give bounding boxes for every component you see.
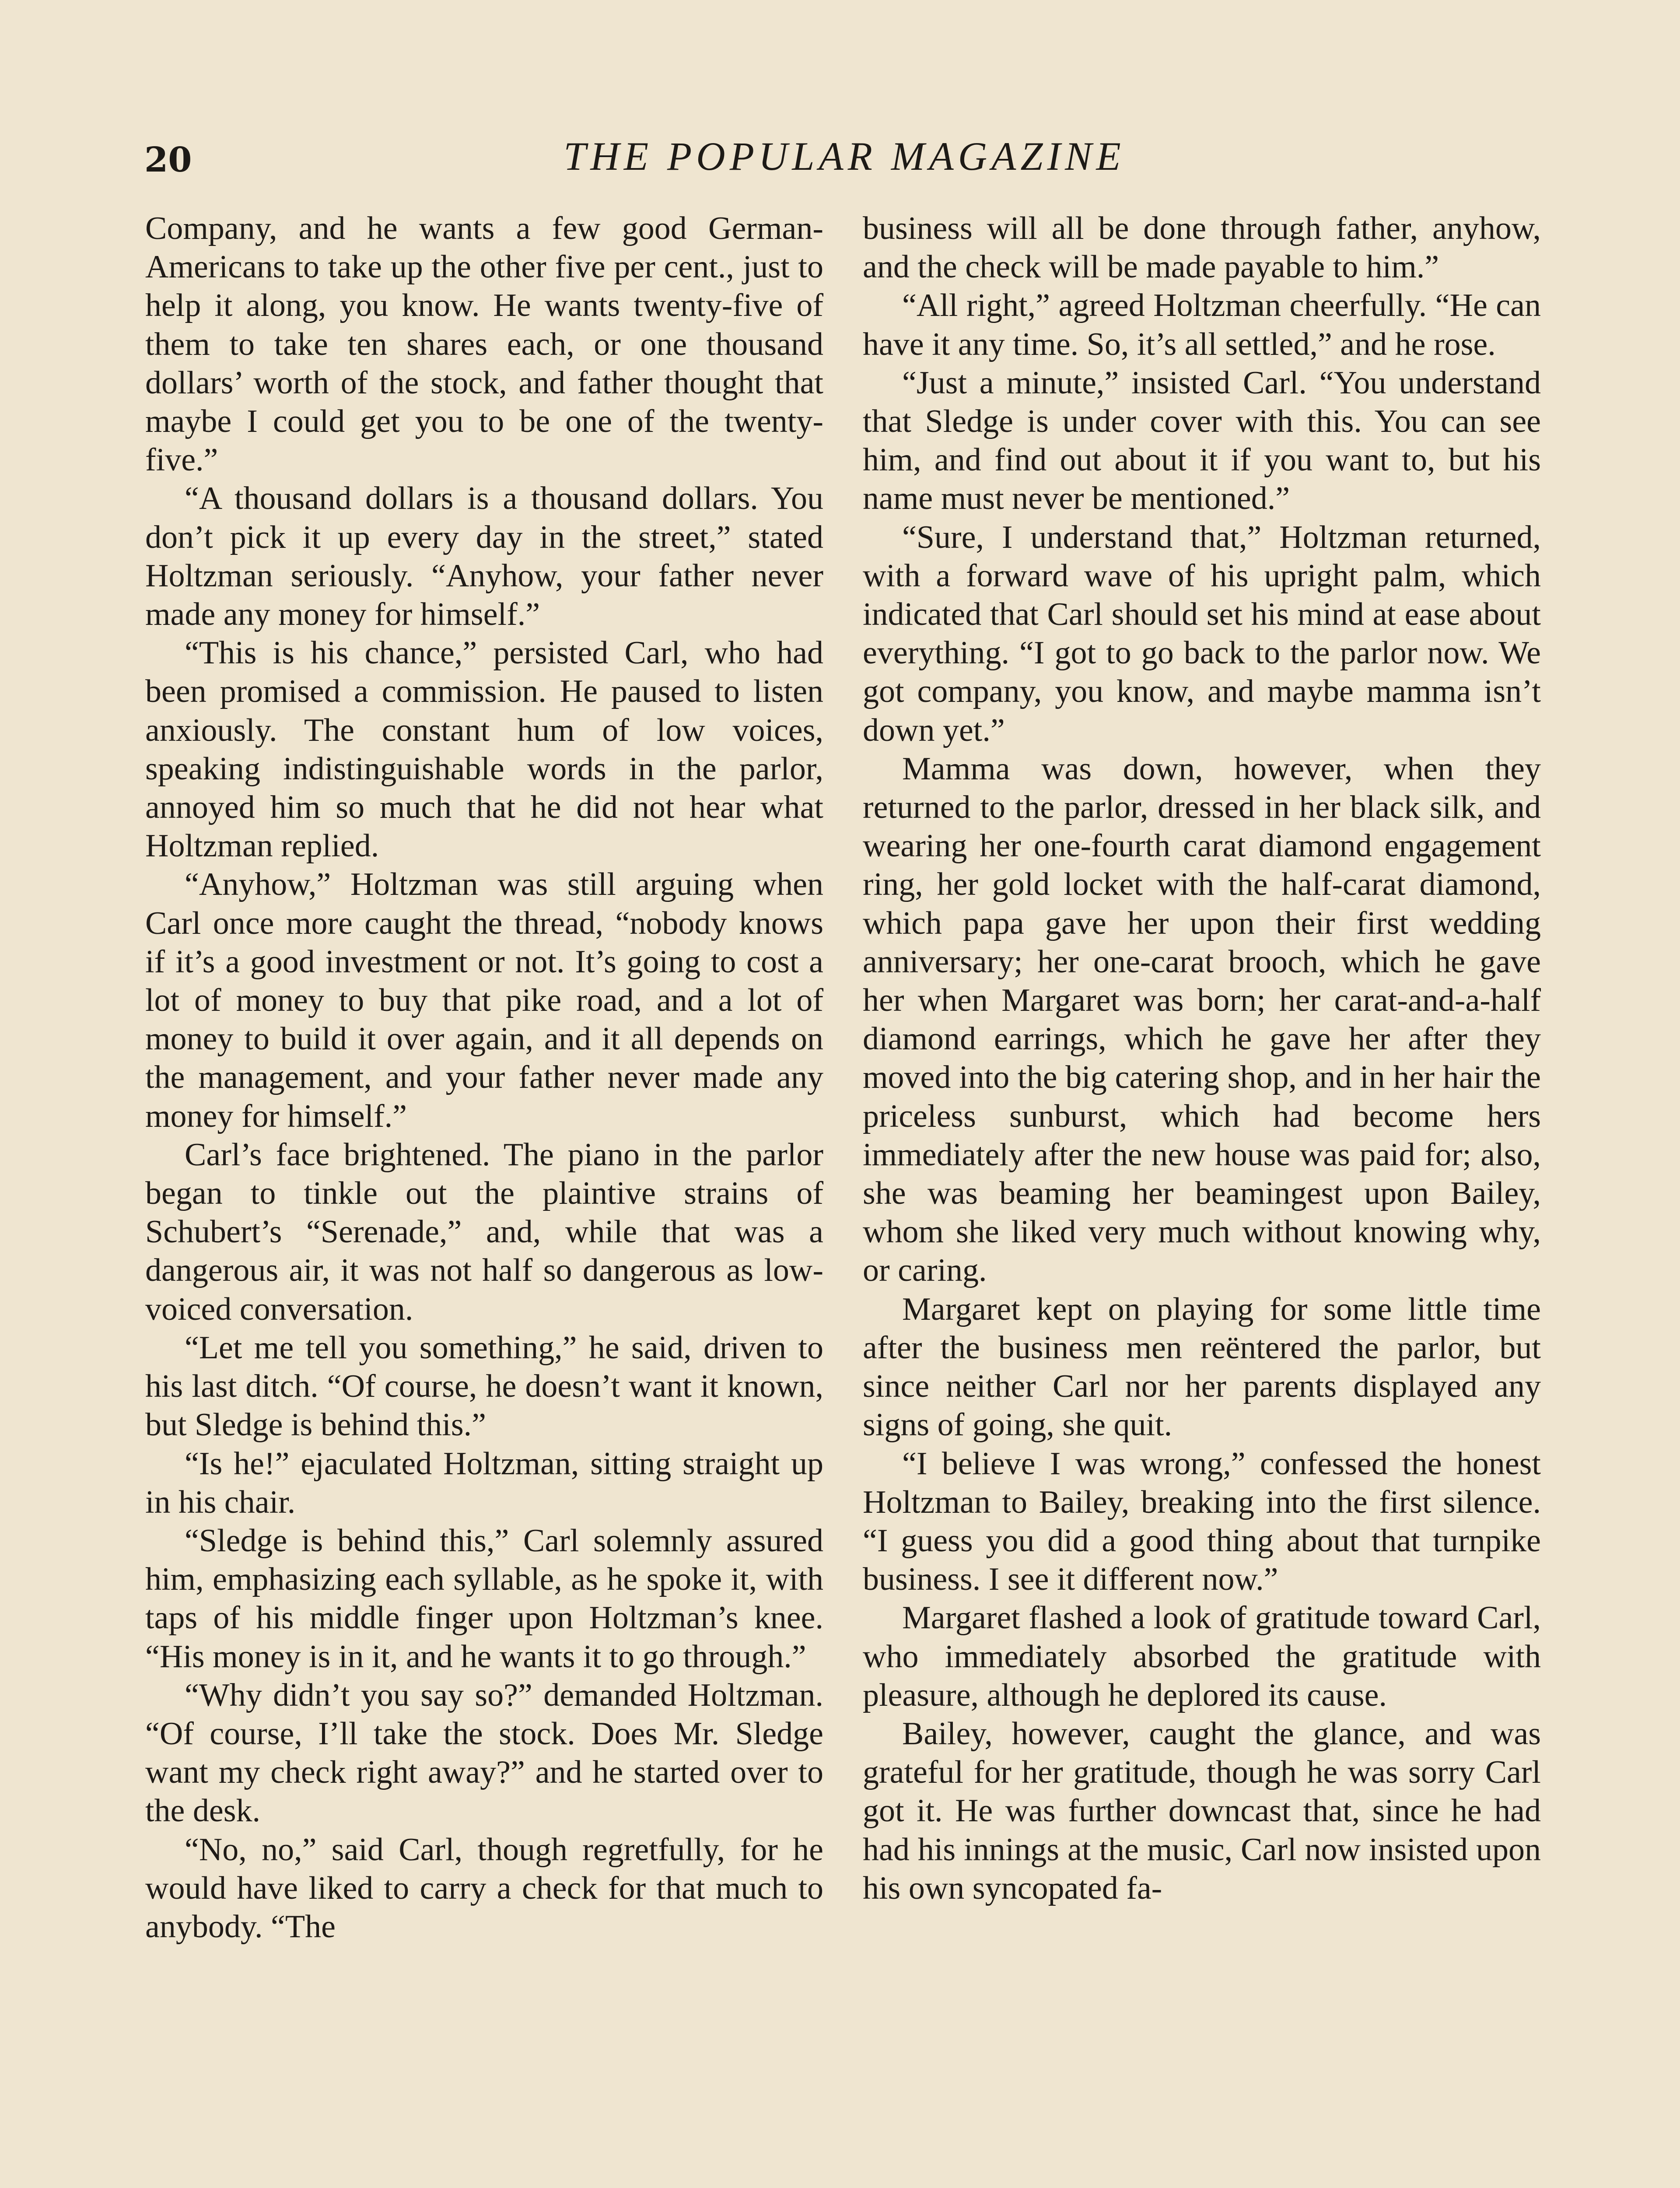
paragraph: Mamma was down, however, when they returned to the parlor, dressed in her black silk, and wearing her one-fourth carat diamond engagement ring, her gold locket with the half-carat diamond, which papa gave her upon their first wedding anniversary; her one-carat brooch, which he gave her when Margaret was born; her carat-and-a-half diamond earrings, which he gave her after they moved into the big catering shop, and in her hair the priceless sunburst, which had become hers immediately after the new house was paid for; also, she was beaming her beamingest upon Bailey, whom she liked very much without knowing why, or caring. <box>863 750 1541 1289</box>
paragraph: “Sure, I understand that,” Holtzman returned, with a forward wave of his upright palm, which indicated that Carl should set his mind at ease about everything. “I got to go back to the parlor now. We got company, you know, and maybe mamma isn’t down yet.” <box>863 519 1541 748</box>
paragraph: “Is he!” ejaculated Holtzman, sitting straight up in his chair. <box>145 1445 823 1520</box>
paragraph: Bailey, however, caught the glance, and was grateful for her gratitude, though he was sorry Carl got it. He was further downcast that, since he had had his innings at the music, Carl now insisted upon his own syncopated fa- <box>863 1715 1541 1906</box>
paragraph: “I believe I was wrong,” confessed the honest Holtzman to Bailey, breaking into the first silence. “I guess you did a good thing about that turnpike business. I see it different now.” <box>863 1445 1541 1598</box>
paragraph: “This is his chance,” persisted Carl, who had been promised a commission. He paused to listen anxiously. The constant hum of low voices, speaking indistinguishable words in the parlor, annoyed him so much that he did not hear what Holtzman replied. <box>145 635 823 864</box>
paragraph: Carl’s face brightened. The piano in the parlor began to tinkle out the plaintive strains of Schubert’s “Serenade,” and, while that was a dangerous air, it was not half so dangerous as low-voiced conversation. <box>145 1136 823 1327</box>
running-title: THE POPULAR MAGAZINE <box>564 134 1125 179</box>
paragraph: “Sledge is behind this,” Carl solemnly assured him, emphasizing each syllable, as he spoke it, with taps of his middle finger upon Holtzman’s knee. “His money is in it, and he wants it to go through.” <box>145 1522 823 1675</box>
paragraph: “No, no,” said Carl, though regretfully, for he would have liked to carry a check for that much to anybody. “The <box>145 1831 823 1945</box>
page-header <box>0 127 1680 184</box>
paragraph: Margaret kept on playing for some little time after the business men reëntered the parlor, but since neither Carl nor her parents displayed any signs of going, she quit. <box>863 1291 1541 1443</box>
paragraph: Margaret flashed a look of gratitude toward Carl, who immediately absorbed the gratitude with pleasure, although he deplored its cause. <box>863 1600 1541 1713</box>
paragraph: “Just a minute,” insisted Carl. “You understand that Sledge is under cover with this. You can see him, and find out about it if you want to, but his name must never be mentioned.” <box>863 365 1541 517</box>
paragraph: “Let me tell you something,” he said, driven to his last ditch. “Of course, he doesn’t want it known, but Sledge is behind this.” <box>145 1329 823 1443</box>
right-column <box>863 209 1541 1907</box>
page-number: 20 <box>144 140 192 180</box>
paragraph: Company, and he wants a few good German-Americans to take up the other five per cent., just to help it along, you know. He wants twenty-five of them to take ten shares each, or one thousand dollars’ worth of the stock, and father thought that maybe I could get you to be one of the twenty-five.” <box>145 210 823 478</box>
paragraph: “All right,” agreed Holtzman cheerfully. “He can have it any time. So, it’s all settled,” and he rose. <box>863 288 1541 362</box>
left-column <box>145 209 823 1946</box>
paragraph: “Why didn’t you say so?” demanded Holtzman. “Of course, I’ll take the stock. Does Mr. Sledge want my check right away?” and he started over to the desk. <box>145 1677 823 1829</box>
paragraph: business will all be done through father, anyhow, and the check will be made payable to him.” <box>863 210 1541 285</box>
paragraph: “Anyhow,” Holtzman was still arguing when Carl once more caught the thread, “nobody knows if it’s a good investment or not. It’s going to cost a lot of money to buy that pike road, and a lot of money to build it over again, and it all depends on the management, and your father never made any money for himself.” <box>145 866 823 1134</box>
paragraph: “A thousand dollars is a thousand dollars. You don’t pick it up every day in the street,” stated Holtzman seriously. “Anyhow, your father never made any money for himself.” <box>145 480 823 633</box>
